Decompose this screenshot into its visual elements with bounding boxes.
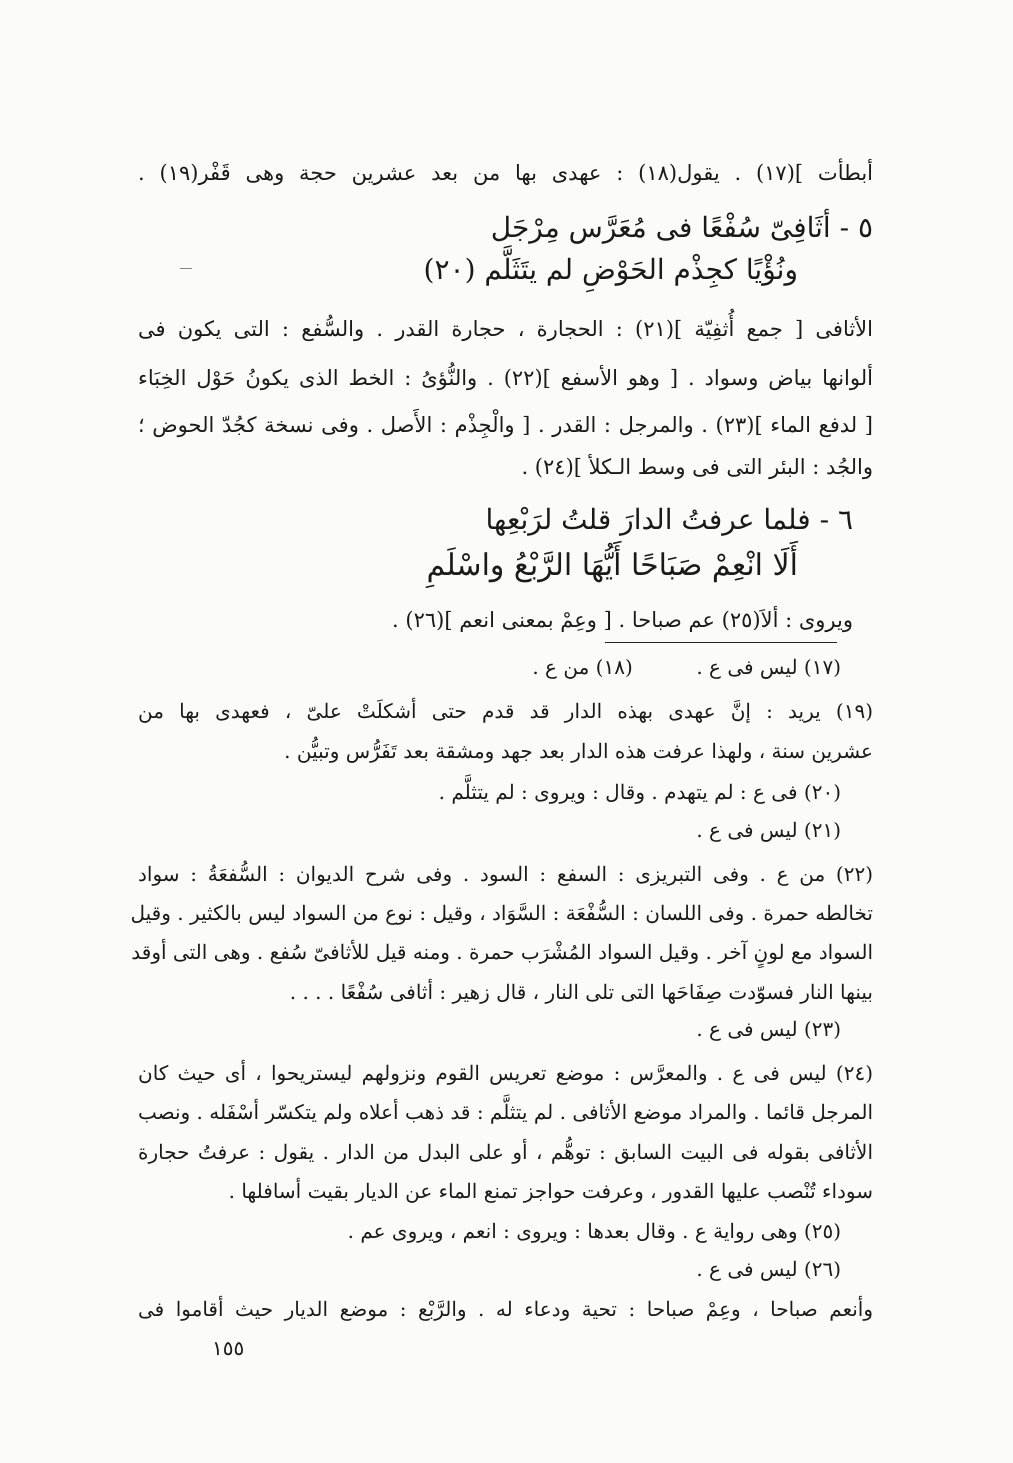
verse-5-second-hemistich: ونُؤْيًا كجِذْم الحَوْضِ لم يتَثَلَّم (٢٠) <box>423 253 798 286</box>
para-1-line-3: [ لدفع الماء ](٢٣) . والمرجل : القدر . [ والْجِذْم : الأَصل . وفى نسخة كجُدّ الحوض ؛ <box>138 413 873 437</box>
footnote-24-line-4: سوداء تُنْصب عليها القدور ، وعرفت حواجز تمنع الماء عن الديار بقيت أسافلها . <box>228 1179 873 1203</box>
footnote-22-line-3: السواد مع لونٍ آخر . وقيل السواد المُشْرَب حمرة . ومنه قيل للأثافىّ سُفع . وهى التى أوقد <box>131 940 873 964</box>
footnote-24-line-1: (٢٤) ليس فى ع . والمعرَّس : موضع تعريس القوم ونزولهم ليستريحوا ، أى حيث كان <box>138 1061 873 1085</box>
para-1-line-2: ألوانها بياض وسواد . [ وهو الأسفع ](٢٢) . والنُّؤىُ : الخط الذى يكونُ حَوْل الخِبَاء <box>138 366 873 390</box>
footnote-17-18: (١٧) ليس فى ع . (١٨) من ع . <box>532 655 841 679</box>
footnote-19-line-1: (١٩) يريد : إنَّ عهدى بهذه الدار قد قدم حتى أشكلَتْ علىّ ، فعهدى بها من <box>138 699 873 723</box>
verse-5-first-hemistich: ٥ - أثَافِىّ سُفْعًا فى مُعَرَّس مِرْجَل <box>490 211 873 244</box>
footnote-22-line-4: بينها النار فسوّدت صِفَاحَها التى تلى النار ، قال زهير : أثافى سُفْعًا . . . . <box>289 980 873 1004</box>
footnote-21: (٢١) ليس فى ع . <box>696 818 841 842</box>
footnote-22-line-2: تخالطه حمرة . وفى اللسان : السُّفْعَة : السَّوَاد ، وقيل : نوع من السواد ليس بالكثير . وقيل <box>130 901 873 925</box>
para-2-line-1: ويروى : ألاَ(٢٥) عم صباحا . [ وعِمْ بمعنى انعم ](٢٦) . <box>392 608 853 632</box>
footnote-24-line-3: الأثافى بقوله فى البيت السابق : توهُّم ، أو على البدل من الدار . يقول : عرفتُ حجارة <box>138 1140 873 1164</box>
body-line-1: أبطأت ](١٧) . يقول(١٨) : عهدى بها من بعد عشرين حجة وهى قَفْر(١٩) . <box>138 161 873 185</box>
footnote-25: (٢٥) وهى رواية ع . وقال بعدها : ويروى : انعم ، ويروى عم . <box>347 1219 841 1243</box>
page-number: ١٥٥ <box>212 1336 245 1360</box>
footnote-20: (٢٠) فى ع : لم يتهدم . وقال : ويروى : لم يتثلَّم . <box>438 780 841 804</box>
footnote-separator <box>605 642 837 643</box>
footnote-26: (٢٦) ليس فى ع . <box>696 1257 841 1281</box>
footnote-22-line-1: (٢٢) من ع . وفى التبريزى : السفع : السود . وفى شرح الديوان : السُّفعَةُ : سواد <box>138 862 873 886</box>
para-1-line-4: والجُد : البئر التى فى وسط الـكلأ ](٢٤) . <box>521 455 873 479</box>
verse-6-first-hemistich: ٦ - فلما عرفتُ الدارَ قلتُ لرَبْعِها <box>485 503 853 536</box>
footnote-24-line-2: المرجل قائما . والمراد موضع الأثافى . لم يتثلَّم : قد ذهب أعلاه ولم يتكسّر أسْفَله . ونصب <box>137 1100 873 1124</box>
margin-dash <box>180 268 192 269</box>
verse-6-second-hemistich: أَلَا انْعِمْ صَبَاحًا أَيُّهَا الرَّبْعُ واسْلَمِ <box>426 548 798 583</box>
para-1-line-1: الأثافى [ جمع أُثفِيّة ](٢١) : الحجارة ، حجارة القدر . والسُّفع : التى يكون فى <box>138 317 873 341</box>
footnote-23: (٢٣) ليس فى ع . <box>696 1017 841 1041</box>
footnote-continuation-line: وأنعم صباحا ، وعِمْ صباحا : تحية ودعاء له . والرَّبْع : موضع الديار حيث أقاموا فى <box>138 1297 873 1321</box>
footnote-19-line-2: عشرين سنة ، ولهذا عرفت هذه الدار بعد جهد ومشقة بعد تَفَرُّس وتبيُّن . <box>284 739 873 763</box>
